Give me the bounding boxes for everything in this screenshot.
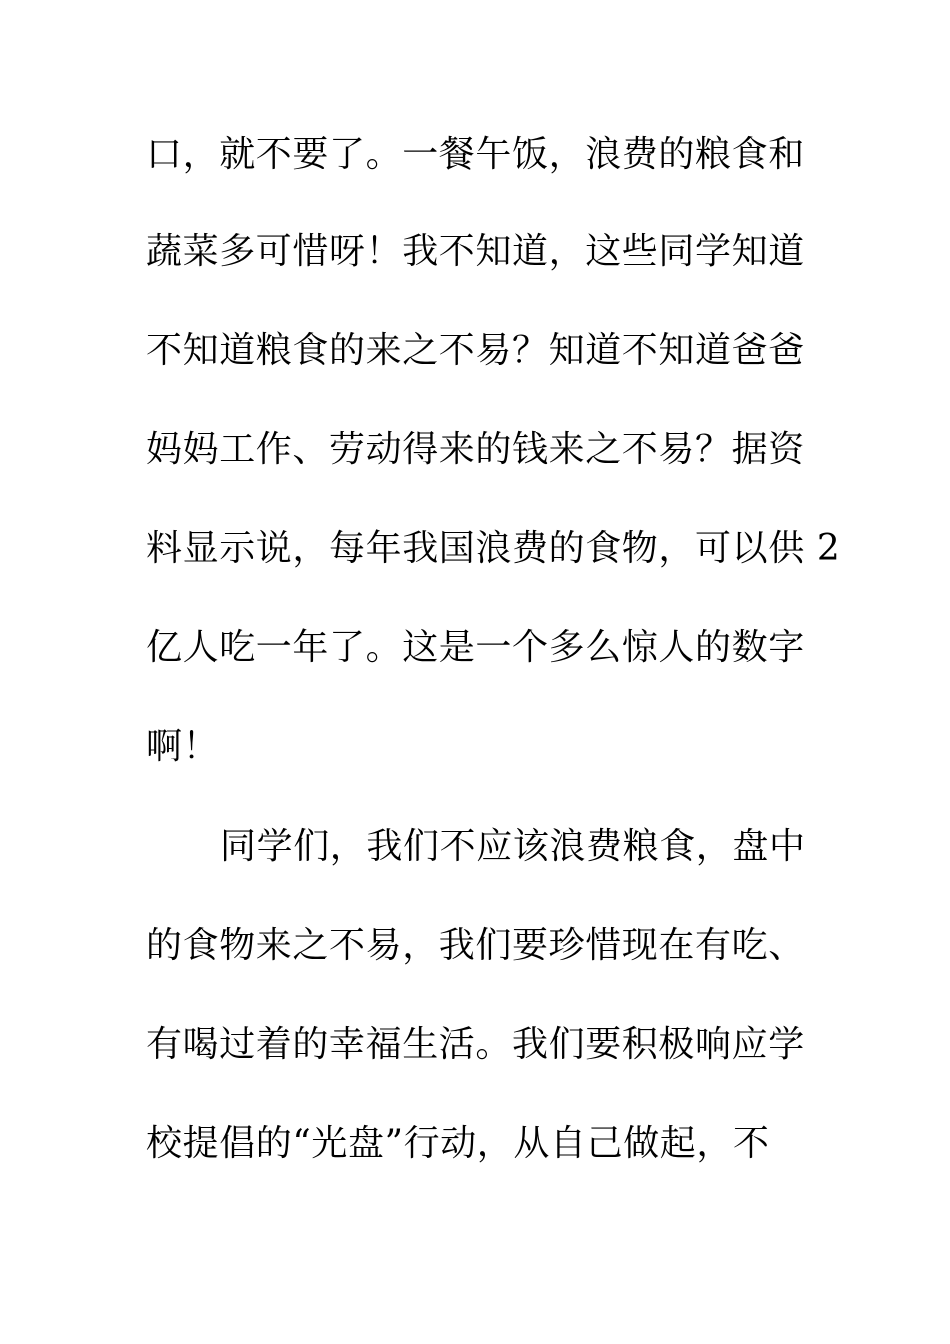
text-line: 料显示说，每年我国浪费的食物，可以供 2 — [146, 528, 841, 569]
text-line: 的食物来之不易，我们要珍惜现在有吃、 — [146, 925, 805, 966]
text-line: 校提倡的“光盘”行动，从自己做起，不 — [146, 1123, 770, 1164]
text-line: 蔬菜多可惜呀！我不知道，这些同学知道 — [146, 231, 805, 272]
text-line: 亿人吃一年了。这是一个多么惊人的数字 — [146, 627, 805, 668]
paragraph-first-line: 同学们，我们不应该浪费粮食，盘中 — [220, 826, 806, 867]
text-line: 有喝过着的幸福生活。我们要积极响应学 — [146, 1024, 805, 1065]
text-line: 口，就不要了。一餐午饭，浪费的粮食和 — [146, 134, 805, 175]
text-line: 不知道粮食的来之不易？知道不知道爸爸 — [146, 330, 805, 371]
text-line: 啊！ — [146, 726, 220, 767]
text-line: 妈妈工作、劳动得来的钱来之不易？据资 — [146, 429, 805, 470]
